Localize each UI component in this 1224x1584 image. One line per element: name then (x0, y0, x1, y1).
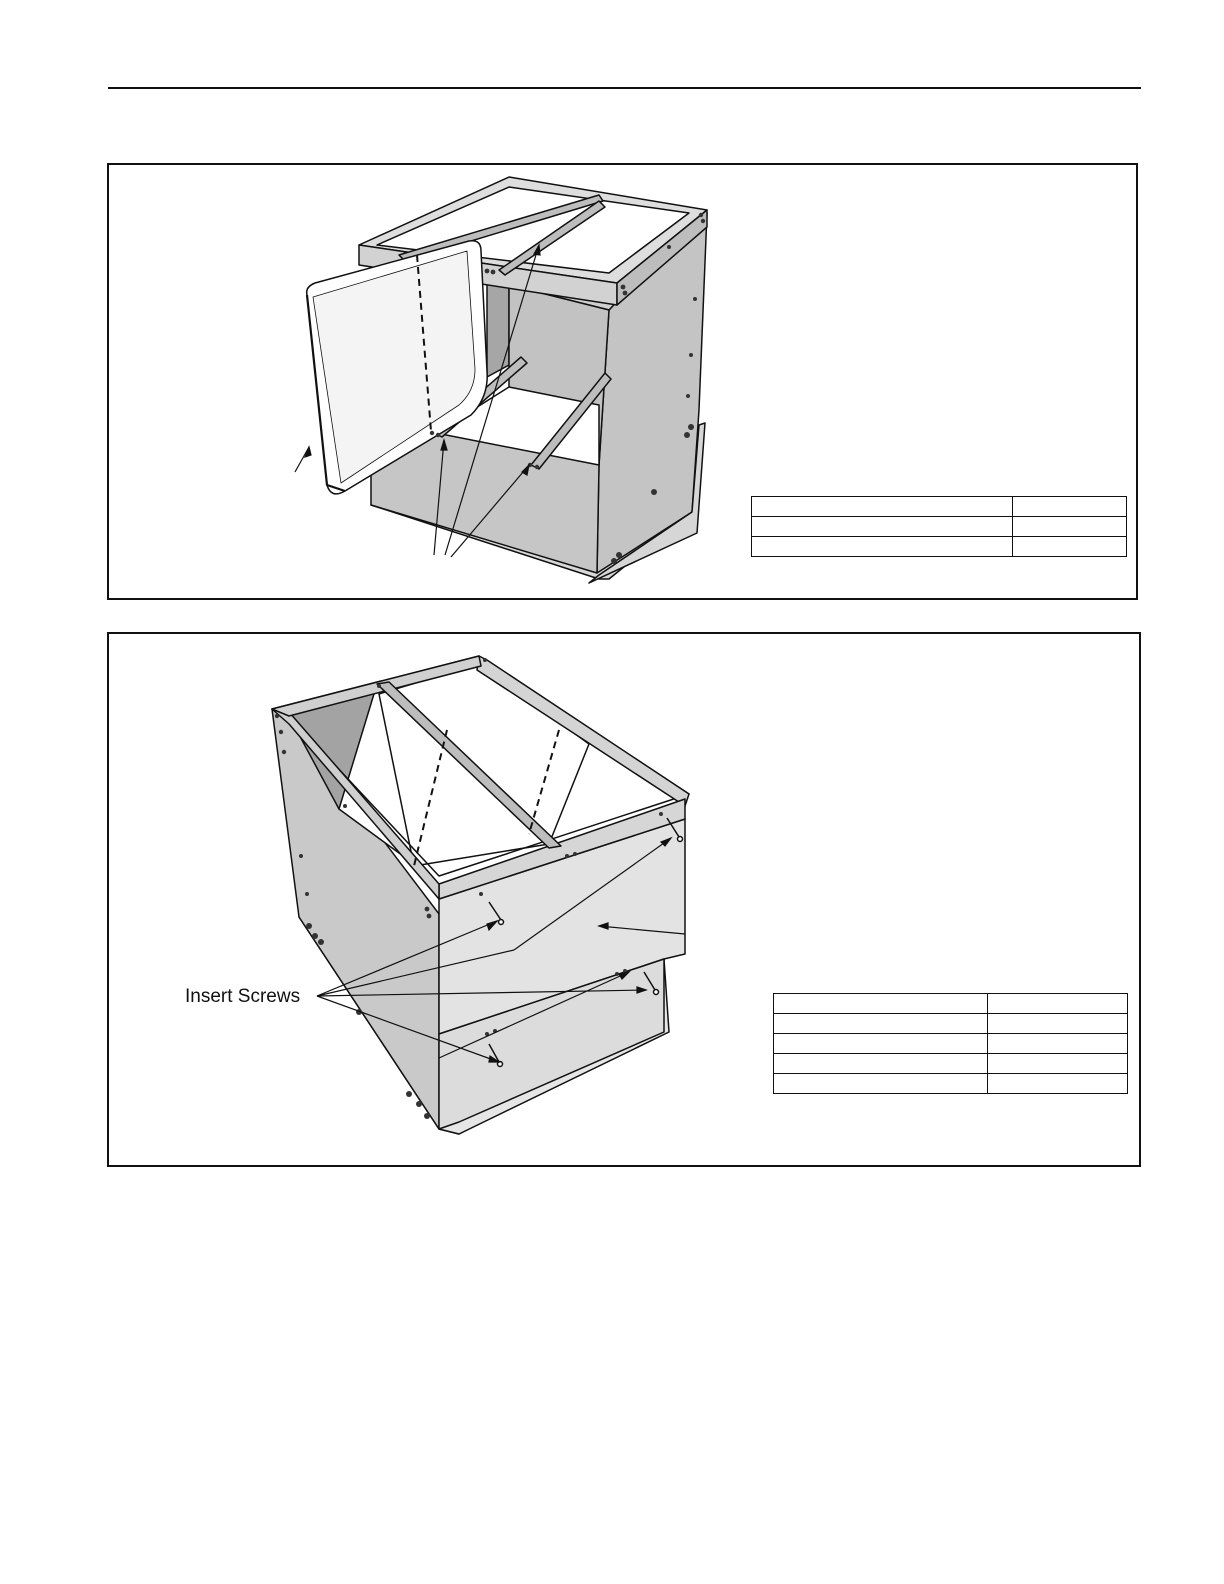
table-cell (1013, 497, 1127, 517)
spec-table-2 (773, 993, 1128, 1094)
table-row (774, 1054, 1128, 1074)
table-cell (988, 1034, 1128, 1054)
table-row (752, 537, 1127, 557)
table-cell (774, 994, 988, 1014)
figure-2-panel (107, 632, 1141, 1167)
table-cell (752, 497, 1013, 517)
table-cell (752, 517, 1013, 537)
table-cell (774, 1014, 988, 1034)
table-cell (988, 994, 1128, 1014)
table-cell (774, 1034, 988, 1054)
table-row (774, 994, 1128, 1014)
table-cell (1013, 537, 1127, 557)
insert-screws-label: Insert Screws (185, 986, 301, 1007)
table-cell (1013, 517, 1127, 537)
table-cell (988, 1014, 1128, 1034)
table-cell (774, 1074, 988, 1094)
table-row (774, 1014, 1128, 1034)
table-cell (752, 537, 1013, 557)
figure-1-panel (107, 163, 1138, 600)
table-cell (988, 1054, 1128, 1074)
table-cell (988, 1074, 1128, 1094)
table-row (752, 517, 1127, 537)
table-row (774, 1074, 1128, 1094)
table-row (752, 497, 1127, 517)
table-row (774, 1034, 1128, 1054)
spec-table-1 (751, 496, 1127, 557)
opening-right (379, 664, 589, 866)
header-rule (108, 87, 1141, 89)
table-cell (774, 1054, 988, 1074)
